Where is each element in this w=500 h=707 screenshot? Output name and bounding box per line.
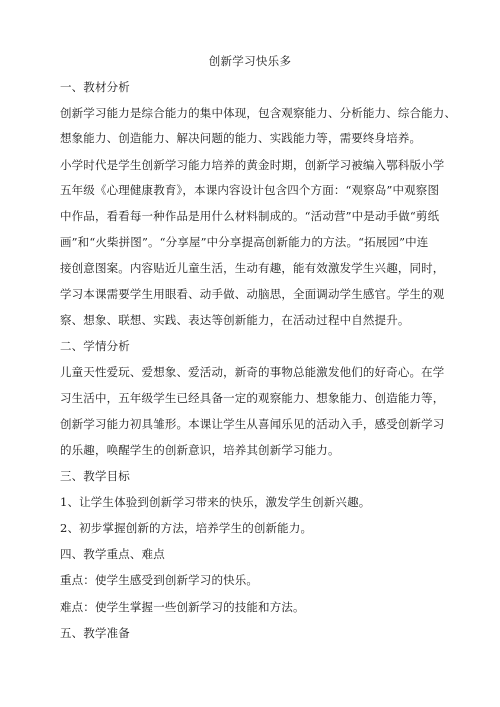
- goal-item: 1、让学生体验到创新学习带来的快乐，激发学生创新兴趣。: [60, 495, 371, 509]
- key-point: 重点：使学生感受到创新学习的快乐。: [60, 573, 259, 587]
- heading-student-analysis: 二、学情分析: [60, 339, 130, 353]
- heading-key-points: 四、教学重点、难点: [60, 547, 165, 561]
- paragraph-line: 习生活中，五年级学生已经具备一定的观察能力、想象能力、创造能力等，: [60, 391, 445, 405]
- paragraph-line: 察、想象、联想、实践、表达等创新能力，在活动过程中自然提升。: [60, 313, 410, 327]
- paragraph-line: 小学时代是学生创新学习能力培养的黄金时期，创新学习被编入鄂科版小学: [60, 158, 445, 172]
- paragraph-line: 创新学习能力初具雏形。本课让学生从喜闻乐见的活动入手，感受创新学习: [60, 417, 445, 431]
- heading-teaching-goals: 三、教学目标: [60, 469, 130, 483]
- heading-preparation: 五、教学准备: [60, 626, 130, 640]
- goal-item: 2、初步掌握创新的方法，培养学生的创新能力。: [60, 521, 313, 535]
- paragraph-line: 学习本课需要学生用眼看、动手做、动脑思，全面调动学生感官。学生的观: [60, 287, 445, 301]
- paragraph-line: 儿童天性爱玩、爱想象、爱活动，新奇的事物总能激发他们的好奇心。在学: [60, 365, 445, 379]
- paragraph-line: 创新学习能力是综合能力的集中体现，包含观察能力、分析能力、综合能力、: [60, 106, 457, 120]
- paragraph-line: 接创意图案。内容贴近儿童生活，生动有趣，能有效激发学生兴趣，同时，: [60, 261, 445, 275]
- paragraph-line: 五年级《心理健康教育》，本课内容设计包含四个方面：“观察岛”中观察图: [60, 183, 440, 197]
- document-title: 创新学习快乐多: [208, 54, 292, 68]
- paragraph-line: 的乐趣，唤醒学生的创新意识，培养其创新学习能力。: [60, 443, 340, 457]
- heading-textbook-analysis: 一、教材分析: [60, 80, 130, 94]
- paragraph-line: 画”和“火柴拼图”。“分享屋”中分享提高创新能力的方法。“拓展园”中连: [60, 235, 429, 249]
- difficult-point: 难点：使学生掌握一些创新学习的技能和方法。: [60, 600, 305, 614]
- paragraph-line: 想象能力、创造能力、解决问题的能力、实践能力等，需要终身培养。: [60, 131, 422, 145]
- paragraph-line: 中作品，看看每一种作品是用什么材料制成的。“活动营”中是动手做“剪纸: [60, 209, 440, 223]
